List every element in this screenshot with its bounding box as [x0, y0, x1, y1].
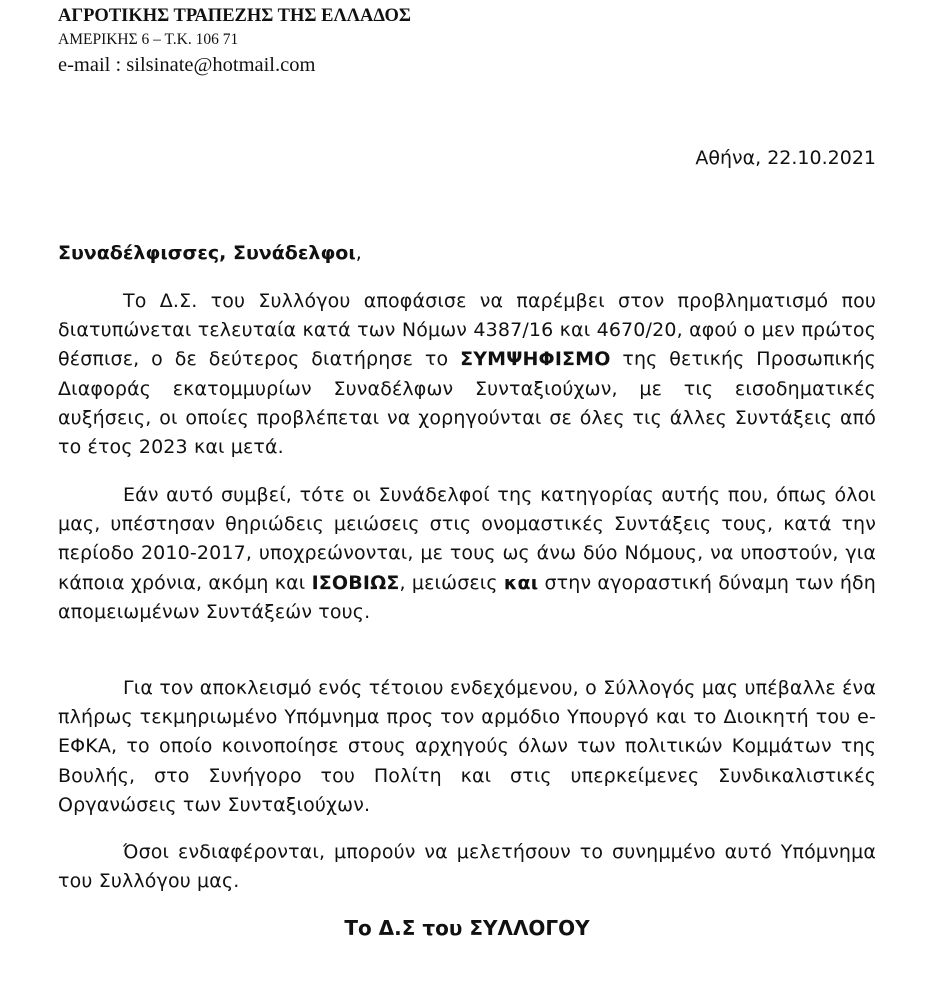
salutation [58, 242, 362, 264]
paragraph-1-before: Το Δ.Σ. του Συλλόγου αποφάσισε να παρέμβει στον προβληματισμό που διατυπώνεται τελευταία κατά των Νόμων 4387/16 και 4670/20, αφού ο μεν πρώτος θέσπισε, ο δε δεύτερος διατήρησε το [58, 290, 876, 371]
paragraph-1 [58, 287, 876, 462]
organization-email: e-mail : silsinate@hotmail.com [58, 54, 316, 76]
paragraph-3: Για τον αποκλεισμό ενός τέτοιου ενδεχόμενου, ο Σύλλογός μας υπέβαλλε ένα πλήρως τεκμηριωμένο Υπόμνημα προς τον αρμόδιο Υπουργό και το Διοικητή του e-ΕΦΚΑ, το οποίο κοινοποίησε στους αρχηγούς όλων των πολιτικών Κομμάτων της Βουλής, στο Συνήγορο του Πολίτη και στις υπερκείμενες Συνδικαλιστικές Οργανώσεις των Συνταξιούχων. [58, 677, 876, 816]
paragraph-2-bold-1: ΙΣΟΒΙΩΣ [311, 571, 400, 594]
salutation-text: Συναδέλφισσες, Συνάδελφοι [58, 242, 356, 264]
paragraph-2 [58, 481, 876, 627]
organization-name: ΑΓΡΟΤΙΚΗΣ ΤΡΑΠΕΖΗΣ ΤΗΣ ΕΛΛΑΔΟΣ [58, 6, 411, 26]
organization-address: ΑΜΕΡΙΚΗΣ 6 – Τ.Κ. 106 71 [58, 31, 239, 48]
paragraph-1-bold: ΣΥΜΨΗΦΙΣΜΟ [460, 348, 611, 371]
paragraph-2-before: Εάν αυτό συμβεί, τότε οι Συνάδελφοί της κατηγορίας αυτής που, όπως όλοι μας, υπέστησαν θηριώδεις μειώσεις στις ονομαστικές Συντάξεις τους, κατά την περίοδο 2010-2017, υποχρεώνονται, με τους ως άνω δύο Νόμους, να υποστούν, για κάποια χρόνια, ακόμη και [58, 484, 876, 594]
paragraph-2-bold-2: και [503, 571, 539, 594]
letter-date: Αθήνα, 22.10.2021 [695, 147, 876, 169]
paragraph-4: Όσοι ενδιαφέρονται, μπορούν να μελετήσουν το συνημμένο αυτό Υπόμνημα του Συλλόγου μας. [58, 841, 876, 893]
signature: Το Δ.Σ του ΣΥΛΛΟΓΟΥ [344, 916, 590, 940]
paragraph-1-after: της θετικής Προσωπικής Διαφοράς εκατομμυρίων Συναδέλφων Συνταξιούχων, με τις εισοδηματικές αυξήσεις, οι οποίες προβλέπεται να χορηγούνται σε όλες τις άλλες Συντάξεις από το έτος 2023 και μετά. [58, 348, 876, 459]
salutation-suffix: , [355, 242, 362, 264]
paragraph-2-middle: , μειώσεις [399, 571, 504, 594]
paragraph-2-after: στην αγοραστική δύναμη των ήδη απομειωμένων Συντάξεών τους. [58, 571, 876, 623]
